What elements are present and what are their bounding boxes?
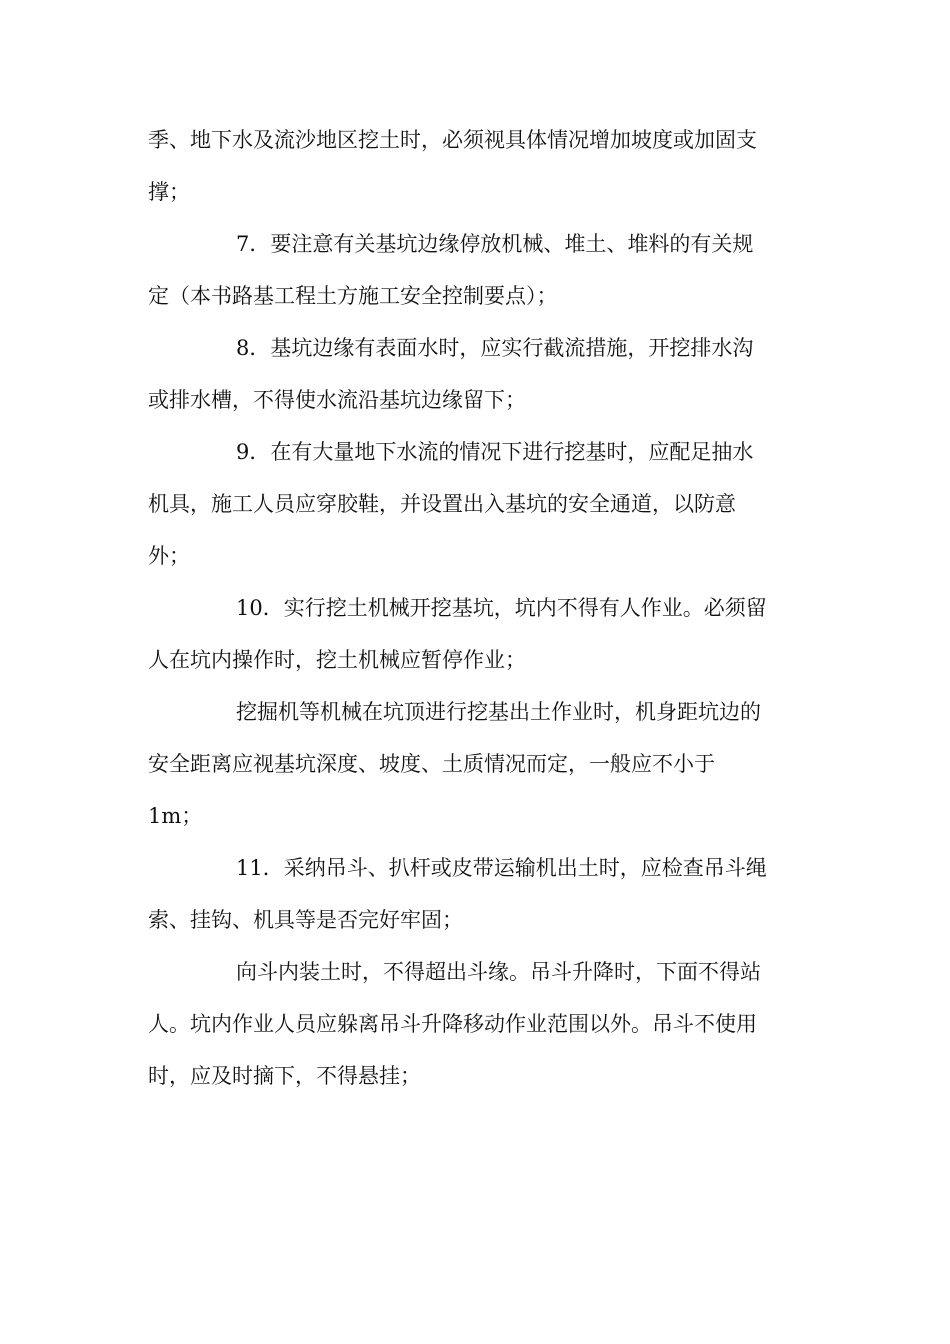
document-body <box>148 114 803 1102</box>
text-line: 人在坑内操作时，挖土机械应暂停作业； <box>148 648 526 672</box>
text-line: 9．在有大量地下水流的情况下进行挖基时，应配足抽水 <box>236 440 754 464</box>
text-line: 季、地下水及流沙地区挖土时，必须视具体情况增加坡度或加固支 <box>148 128 757 152</box>
text-line: 或排水槽，不得使水流沿基坑边缘留下； <box>148 388 526 412</box>
text-line: 挖掘机等机械在坑顶进行挖基出土作业时，机身距坑边的 <box>236 700 761 724</box>
text-line: 7．要注意有关基坑边缘停放机械、堆土、堆料的有关规 <box>236 232 754 256</box>
text-line: 撑； <box>148 180 190 204</box>
text-line: 人。坑内作业人员应躲离吊斗升降移动作业范围以外。吊斗不使用 <box>148 1012 757 1036</box>
text-line: 外； <box>148 544 190 568</box>
text-line: 11．采纳吊斗、扒杆或皮带运输机出土时，应检查吊斗绳 <box>236 856 767 880</box>
text-line: 向斗内装土时，不得超出斗缘。吊斗升降时，下面不得站 <box>236 960 761 984</box>
text-line: 索、挂钩、机具等是否完好牢固； <box>148 908 463 932</box>
text-line: 安全距离应视基坑深度、坡度、土质情况而定，一般应不小于 <box>148 752 715 776</box>
text-line: 1m； <box>148 804 203 828</box>
text-line: 8．基坑边缘有表面水时，应实行截流措施，开挖排水沟 <box>236 336 754 360</box>
text-line: 10．实行挖土机械开挖基坑，坑内不得有人作业。必须留 <box>236 596 767 620</box>
text-line: 定（本书路基工程土方施工安全控制要点）； <box>148 284 558 308</box>
text-line: 机具，施工人员应穿胶鞋，并设置出入基坑的安全通道，以防意 <box>148 492 736 516</box>
text-line: 时，应及时摘下，不得悬挂； <box>148 1064 421 1088</box>
